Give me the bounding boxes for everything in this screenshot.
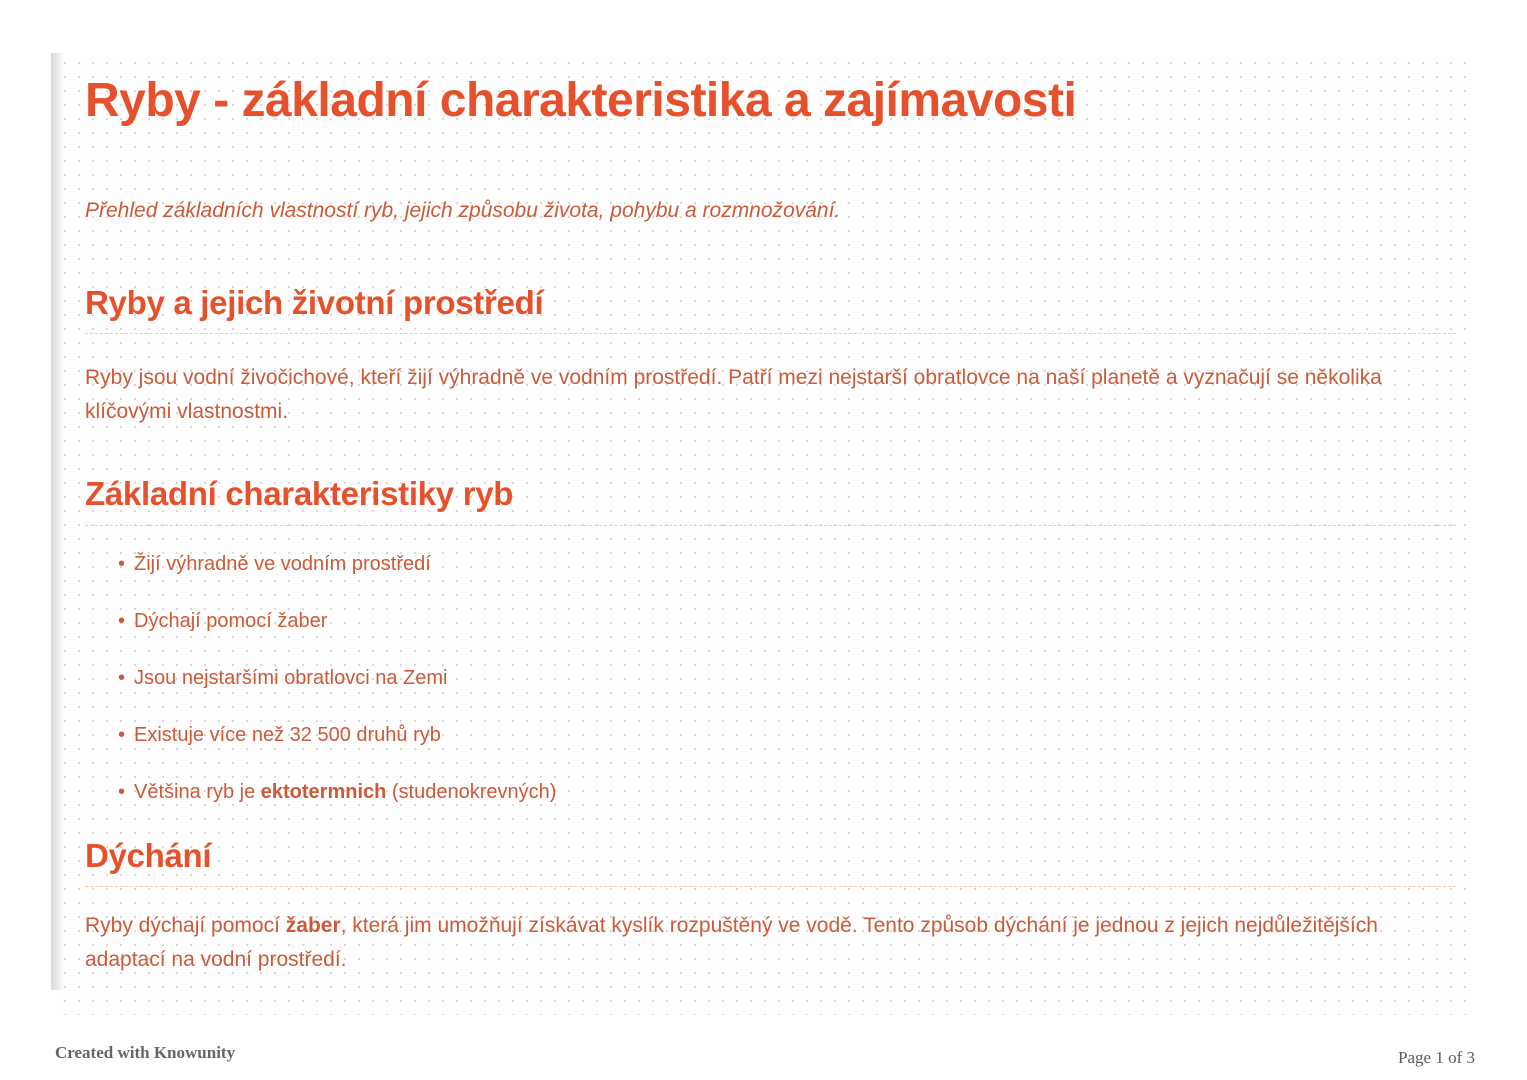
list-item-text: Dýchají pomocí žaber <box>134 609 328 632</box>
list-item-text-bold: ektotermnich <box>260 780 387 803</box>
page-edge-shadow <box>51 53 64 990</box>
list-item <box>118 721 1456 749</box>
paragraph-prefix: Ryby dýchají pomocí <box>85 913 286 937</box>
document-page <box>55 53 1472 1015</box>
section-heading-characteristics: Základní charakteristiky ryb <box>85 473 1456 525</box>
paragraph-habitat: Ryby jsou vodní živočichové, kteří žijí výhradně ve vodním prostředí. Patří mezi nejstarší obratlovce na naší planetě a vyznačují se několika klíčovými vlastnostmi. <box>85 366 1382 424</box>
footer-created-with: Created with Knowunity <box>55 1043 236 1062</box>
bullet-marker: • <box>118 723 126 746</box>
section-heading-breathing: Dýchání <box>85 835 1456 887</box>
list-item <box>118 664 1456 692</box>
list-item-text: Existuje více než 32 500 druhů ryb <box>134 723 441 746</box>
page-subtitle: Přehled základních vlastností ryb, jejich způsobu života, pohybu a rozmnožování. <box>85 198 841 222</box>
section-heading-habitat: Ryby a jejich životní prostředí <box>85 282 1456 334</box>
bullet-marker: • <box>118 780 126 803</box>
section-habitat <box>85 282 1456 429</box>
bullet-marker: • <box>118 666 126 689</box>
list-item <box>118 778 1456 806</box>
list-item-text-suffix: (studenokrevných) <box>386 780 557 803</box>
list-item-text-prefix: Většina ryb je <box>134 780 261 803</box>
paragraph-suffix: , která jim umožňují získávat kyslík rozpuštěný ve vodě. Tento způsob dýchání je jednou z jejich nejdůležitějších adaptací na vodní prostředí. <box>85 913 1378 971</box>
page-title: Ryby - základní charakteristika a zajímavosti <box>85 74 1077 127</box>
footer-page-indicator: Page 1 of 3 <box>1398 1048 1475 1067</box>
section-breathing <box>85 835 1456 977</box>
section-characteristics <box>85 473 1456 805</box>
paragraph-breathing <box>85 909 1456 977</box>
list-item-text: Žijí výhradně ve vodním prostředí <box>134 552 431 575</box>
bullet-marker: • <box>118 552 126 575</box>
list-item <box>118 607 1456 635</box>
bullet-marker: • <box>118 609 126 632</box>
characteristics-list <box>85 550 1456 806</box>
list-item <box>118 550 1456 578</box>
list-item-text: Jsou nejstaršími obratlovci na Zemi <box>134 666 448 689</box>
paragraph-bold: žaber <box>285 913 341 937</box>
